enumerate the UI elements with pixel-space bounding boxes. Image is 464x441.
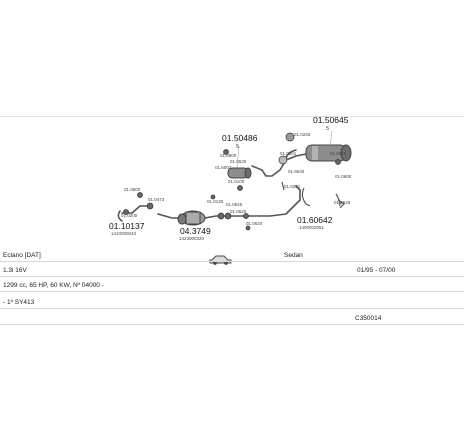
diagram-code: C350014 [355,315,382,322]
info-row [0,265,464,277]
part-qty: 5 [236,144,240,150]
component-label: 01.0225 [294,132,311,137]
body-type: Sedan [284,252,303,259]
vehicle-model: Eclano [DAT] [3,252,41,259]
component-label: 01.9630 [288,169,305,174]
engine-details: 1299 cc, 65 HP, 60 KW, Nº 04000 - [3,282,104,289]
info-row [0,280,464,292]
part-subnumber: 1410000043 [111,231,137,236]
info-row [0,297,464,309]
part-subnumber: 1400002051 [299,225,325,230]
part-qty: 5 [326,126,330,132]
info-row [0,313,464,325]
component-label: 01.0120 [207,199,224,204]
middle-muffler [228,168,251,178]
component-label: 01.8800 [220,153,237,158]
component-label: 01.0200 [121,213,138,218]
part-subnumber: 1423000320 [179,236,205,241]
component-label: 01.0620 [246,221,263,226]
engine-code: - 1º SY413 [3,299,35,306]
component-label: 01.0625 [330,151,347,156]
component-label: 01.0600 [335,174,352,179]
component-label: 01.0473 [148,197,165,202]
part-number: 01.50486 [222,133,258,143]
component-label: 01.0500 [124,187,141,192]
engine: 1.3i 16V [3,267,27,274]
production-period: 01/95 - 07/00 [357,267,396,274]
component-label: 01.0201 [284,184,301,189]
part-number: 01.10137 [109,221,145,231]
component-label: 01.0625 [226,202,243,207]
component-label: 01.6002 [215,165,232,170]
part-number: 01.50645 [313,115,349,125]
part-number: 04.3749 [180,226,211,236]
component-label: 01.0526 [334,200,351,205]
catalyst [178,211,205,225]
info-row [0,250,464,262]
component-label: 01.0620 [230,159,247,164]
component-label: 01.0100 [228,179,245,184]
intermediate-pipe [158,214,180,218]
component-label: 01.0201 [280,151,297,156]
component-label: 01.0620 [230,209,247,214]
part-number: 01.60642 [297,215,333,225]
